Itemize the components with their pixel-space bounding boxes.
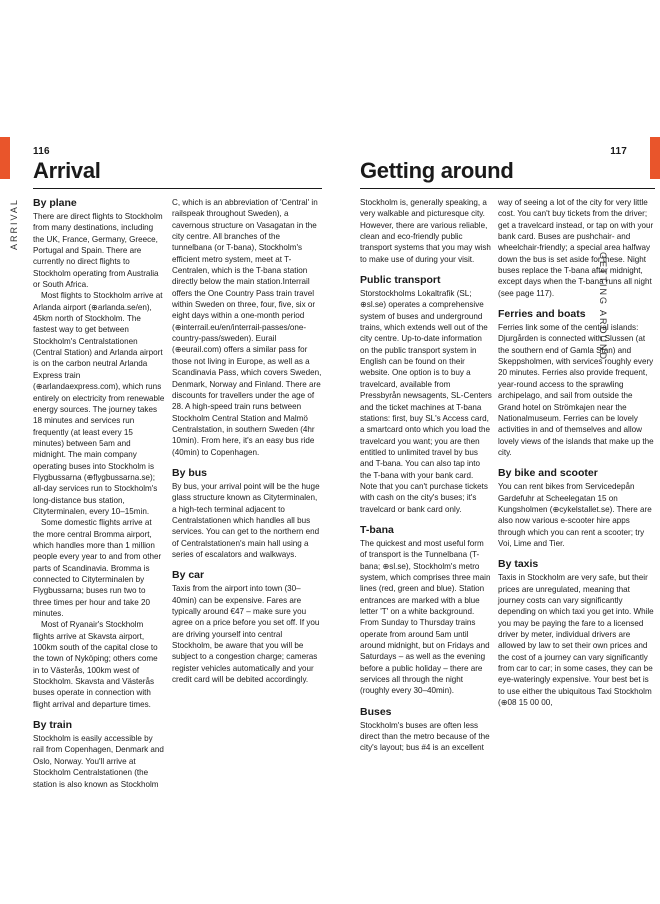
page-number-left: 116	[33, 146, 50, 157]
section-heading-by-bus: By bus	[172, 466, 208, 479]
paragraph: The quickest and most useful form of transport is the Tunnelbana (T-bana; ⊕sl.se), Stockholm's metro system, which comprises three main lines (red, green and blue). Station entrances are marked with a blue letter 'T' on a white background. From Sunday to Thursday trains operate from around 5am until around midnight, but on Fridays and Saturdays – as well as the evening before a public holiday – there are services all through the night (roughly every 30–40min).	[360, 538, 491, 696]
section-heading-t-bana: T-bana	[360, 523, 394, 536]
section-heading-taxis: By taxis	[498, 558, 539, 571]
side-label-right: GETTING AROUND	[597, 252, 608, 362]
paragraph: Stockholm is, generally speaking, a very walkable and picturesque city. However, there are various reliable, clean and eco-friendly public transport systems that you may wish to make use of during your visit.	[360, 198, 491, 264]
chapter-tab-right	[650, 137, 660, 179]
paragraph: Some domestic flights arrive at the more central Bromma airport, which handles more than 1 million people every year to and from other parts of Scandinavia. Bromma is connected to Cityterminalen by Flygbussarna; buses run two to three times per hour and take 20 minutes.	[33, 518, 162, 619]
section-heading-by-car: By car	[172, 569, 205, 582]
paragraph: Taxis from the airport into town (30–40min) can be expensive. Fares are typically around €47 – make sure you agree on a price before you set off. If you are driving yourself into central Stockholm, be aware that you will be subject to a congestion charge; cameras register vehicles automatically and your credit card will be debited accordingly.	[172, 584, 320, 685]
page-title-left: Arrival	[33, 158, 101, 183]
text-column-1	[33, 197, 165, 790]
title-rule-right	[360, 188, 655, 189]
chapter-tab-left	[0, 137, 10, 179]
side-label-left: ARRIVAL	[9, 198, 19, 250]
section-heading-by-train: By train	[33, 719, 73, 732]
section-heading-public-transport: Public transport	[360, 274, 441, 287]
paragraph: You can rent bikes from Servicedepån Gardefuhr at Scheelegatan 15 on Kungsholmen (⊕cykelstallet.se). There are also now various e-scooter hire apps through which you can rent a scooter; try Voi, Lime and Tier.	[498, 482, 652, 548]
paragraph: Ferries link some of the central islands: Djurgården is connected with Slussen (at the southern end of Gamla Stan) and Skeppsholmen, with services roughly every 20 minutes. Ferries also provide frequent, year-round access to the sprawling archipelago, and sail from outside the Grand hotel on Strömkajen near the Nationalmuseum. Ferries can be lovely activities in and of themselves and allow lovely views of the islands that make up the city.	[498, 323, 654, 457]
page-number-right: 117	[610, 146, 627, 157]
paragraph: Storstockholms Lokaltrafik (SL; ⊕sl.se) operates a comprehensive system of buses and underground trains, which extends well out of the city centre. Up-to-date information on the public transport system in English can be found on their website. One option is to buy a travelcard, available from Pressbyrån newsagents, SL-Centers and the ticket machines at T-bana stations: first, buy SL's Access card, a smartcard onto which you load the travelcard you want; you are then entitled to unlimited travel by bus and T-bana. You can also tap into the T-bana with your bank card. Note that you can't purchase tickets with cash on the city's buses; it's travelcard or bank card only.	[360, 289, 492, 514]
section-heading-by-plane: By plane	[33, 197, 77, 209]
section-heading-buses: Buses	[360, 705, 392, 718]
title-rule-left	[33, 188, 322, 189]
paragraph: There are direct flights to Stockholm from many destinations, including the UK, France, Germany, Greece, Portugal and Spain. There are currently no direct flights to Stockholm operating from Australia or South Africa.	[33, 212, 163, 290]
paragraph: Taxis in Stockholm are very safe, but their prices are unregulated, meaning that journey costs can vary significantly depending on which taxi you get into. While you may be paying the fare to a licensed driver by meter, individual drivers are allowed by law to set their own prices and the cost of a journey can vary significantly from car to car; in some cases, they can be eye-wateringly expensive. Your best bet is to use either the ubiquitous Taxi Stockholm (⊕08 15 00 00,	[498, 573, 654, 708]
paragraph: Stockholm is easily accessible by rail from Copenhagen, Denmark and Oslo, Norway. You'll arrive at Stockholm Centralstationen (the station is also known as Stockholm	[33, 734, 164, 789]
text-column-3	[360, 197, 492, 754]
text-column-2	[172, 197, 322, 685]
paragraph: way of seeing a lot of the city for very little cost. You can't buy tickets from the driver; get a travelcard instead, or tap on with your bank card. Buses are pushchair- and wheelchair-friendly; a special area halfway down the bus is set aside for these. Night buses replace the T-bana after midnight, except days when the T-bana runs all night (see page 117).	[498, 198, 654, 298]
paragraph: By bus, your arrival point will be the huge glass structure known as Cityterminalen, a high-tech terminal adjacent to Centralstationen which handles all bus services. You can get to the northern end of Centralstationen's main hall using a series of escalators and walkways.	[172, 481, 320, 559]
paragraph: Stockholm's buses are often less direct than the metro because of the city's layout; bus #4 is an excellent	[360, 720, 490, 753]
section-heading-bike-scooter: By bike and scooter	[498, 467, 598, 480]
page-title-right: Getting around	[360, 158, 514, 183]
text-column-4	[498, 197, 655, 708]
paragraph: Most of Ryanair's Stockholm flights arrive at Skavsta airport, 100km south of the capital close to the town of Nyköping; others come in to Västerås, 100km west of Stockholm. Skavsta and Västerås buses operate in connection with flight arrival and departure times.	[33, 620, 158, 709]
section-heading-ferries: Ferries and boats	[498, 308, 586, 321]
paragraph: C, which is an abbreviation of 'Central' in railspeak throughout Sweden), a cavernous structure on Vasagatan in the city centre. All branches of the tunnelbana (or T-bana), Stockholm's efficient metro system, meet at T-Centralen, which is the T-bana station directly below the main station.Interrail offers the One Country Pass train travel within Sweden on three, four, five, six or eight days within a one-month period (⊕interrail.eu/en/interrail-passes/one-country-pass/sweden). Eurail (⊕eurail.com) offers a similar pass for those not living in Europe, as well as a Scandinavia Pass, which covers Sweden, Denmark, Norway and Finland. There are discounts for travellers under the age of 28. A high-speed train runs between Stockholm Central Station and Malmö Centralstation, in southern Sweden (4hr 10min). From here, it's an easy bus ride (40min) to Copenhagen.	[172, 198, 322, 457]
paragraph: Most flights to Stockholm arrive at Arlanda airport (⊕arlanda.se/en), 45km north of Stockholm. The fastest way to get between Stockholm's Centralstationen (Central Station) and Arlanda airport is on the carbon neutral Arlanda Express train (⊕arlandaexpress.com), which runs entirely on electricity from renewable energy sources. The journey takes 18 minutes and services run frequently (at least every 15 minutes) between 5am and midnight. The main company operating buses into Stockholm is Flygbussarna (⊕flygbussarna.se); all-day services run to Stockholm's long-distance bus station, Cityterminalen, every 10–15min.	[33, 291, 165, 516]
